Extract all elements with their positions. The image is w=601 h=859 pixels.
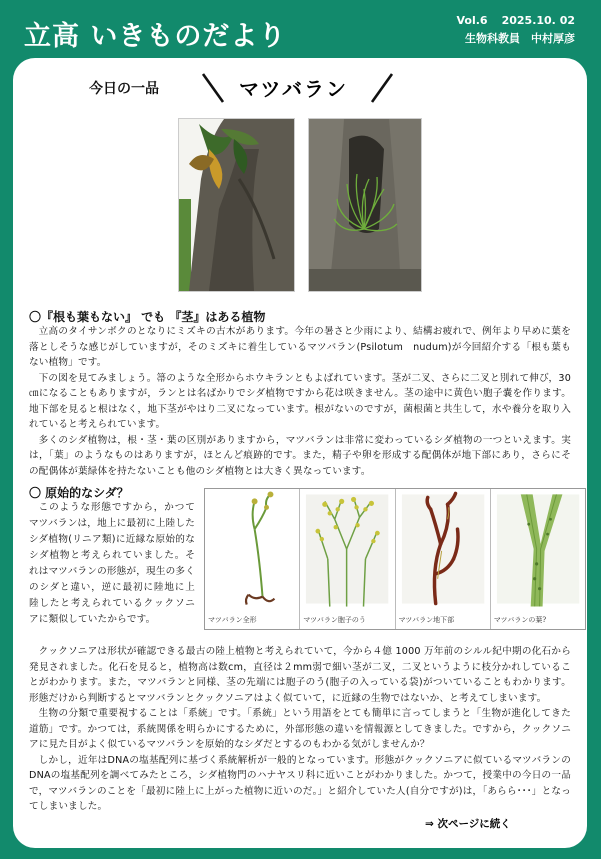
figure-caption: マツバラン地下部 [398, 616, 455, 624]
figure-underground [396, 489, 491, 629]
section1-paragraph: 多くのシダ植物は，根・茎・葉の区別がありますから，マツバランは非常に変わっているシダ植物の一つといえます。実は，「葉」のようなものはありますが，ほとんど痕跡的です。また，精子や卵を形成する配偶体が地下部にあり，さらにその配偶体が葉緑体を持たないことも他のシダ植物とは大きく異なっています。 [29, 434, 571, 477]
newsletter-title: 立高 いきものだより [24, 21, 287, 52]
psilotum-on-tree-photo [308, 118, 422, 292]
tree-trunk-photo [178, 118, 295, 292]
figure-leaf-closeup [491, 489, 585, 629]
issue-meta [457, 12, 576, 48]
volume-label: Vol.6 [456, 14, 488, 27]
section1-heading: 〇『根も葉もない』 でも 『茎』はある植物 [29, 310, 266, 324]
section2-body [29, 644, 571, 815]
feature-topic: マツバラン [239, 77, 348, 101]
section1-paragraph: 立高のタイサンボクのとなりにミズキの古木があります。今年の暑さと少雨により、結構お疲れで、例年より早めに葉を落としそうな感じがしていますが，そのミズキに着生しているマツバラン(Psilotum nudum)が今回紹介する「根も葉もない植物」です。 [29, 326, 571, 368]
newsletter-page [13, 58, 587, 848]
feature-label: 今日の一品 [89, 81, 159, 97]
figure-caption: マツバラン全形 [208, 616, 257, 624]
section1-paragraph: 下の図を見てみましょう。箒のような全形からホウキランともよばれています。茎が二叉、さらに二叉と別れて伸び，30㎝になることもありますが，ランとは名ばかりでシダ植物ですから花は咲きません。茎の途中に黄色い胞子嚢を作ります。地下部を見ると根はなく，地下茎がやはり二叉になっています。根がないのですが，菌根菌と共生して，水や養分を取り入れていると考えられています。 [29, 372, 571, 430]
continued-next-page: ⇒ 次ページに続く [425, 818, 511, 830]
section1-body [29, 324, 571, 479]
figure-whole-plant [205, 489, 300, 629]
section2-side-paragraph: このような形態ですから，かつてマツバランは，地上に最初に上陸したシダ植物(リニア類)に近縁な原始的なシダ植物と考えられていました。それはマツバランの形態が，現生の多くのシダと違い，逆に最初に陸地に上陸したと考えられているクックソニアに類似していたからです。 [29, 502, 196, 625]
section2-paragraph: クックソニアは形状が確認できる最古の陸上植物と考えられていて，今から４億 1000 万年前のシルル紀中期の化石から発見されました。化石を見ると，植物高は数cm，直径は２mm弱で細い茎が二叉，二叉というように枝分かれしていることがわかります。また，マツバランと同様、茎の先端には胞子のう(胞子の入っている袋)がついていることもわかります。形態だけから判断するとマツバランとクックソニアはよく似ていて，に近縁の生物ではないか、と考えてしまいます。 [29, 646, 571, 704]
figure-sporangia [300, 489, 395, 629]
figure-caption: マツバランの葉? [493, 616, 547, 624]
section2-paragraph: しかし，近年はDNAの塩基配列に基づく系統解析が一般的となっています。形態がクックソニアに似ているマツバランのDNAの塩基配列を調べてみたところ，シダ植物門のハナヤスリ科に近いことがわかりました。かつて，授業中の今日の一品で，マツバランのことを「最初に陸上に上がった植物に近いのだ。」と紹介していた人(自分ですが)は，「あらら･･･」となってしまいました。 [29, 754, 571, 812]
figure-caption: マツバラン胞子のう [303, 616, 366, 624]
psilotum-figure-panel [204, 488, 586, 630]
section2-side-text [29, 500, 195, 628]
section2-heading: 〇 原始的なシダ？ [29, 486, 129, 500]
issue-date: 2025.10. 02 [501, 14, 575, 27]
slash-right-icon [369, 72, 395, 104]
slash-left-icon [200, 72, 226, 104]
author-label: 生物科教員 中村厚彦 [465, 32, 575, 45]
section2-paragraph: 生物の分類で重要視することは「系統」です。「系統」という用語をとても簡単に言ってしまうと「生物が進化してきた道筋」です。かつては，系統関係を明らかにするために，外部形態の違いを情報源としてきました。ですから，クックソニアに見た目がよく似ているマツバランを原始的なシダだとするのもわかる気がしませんか？ [29, 708, 571, 750]
